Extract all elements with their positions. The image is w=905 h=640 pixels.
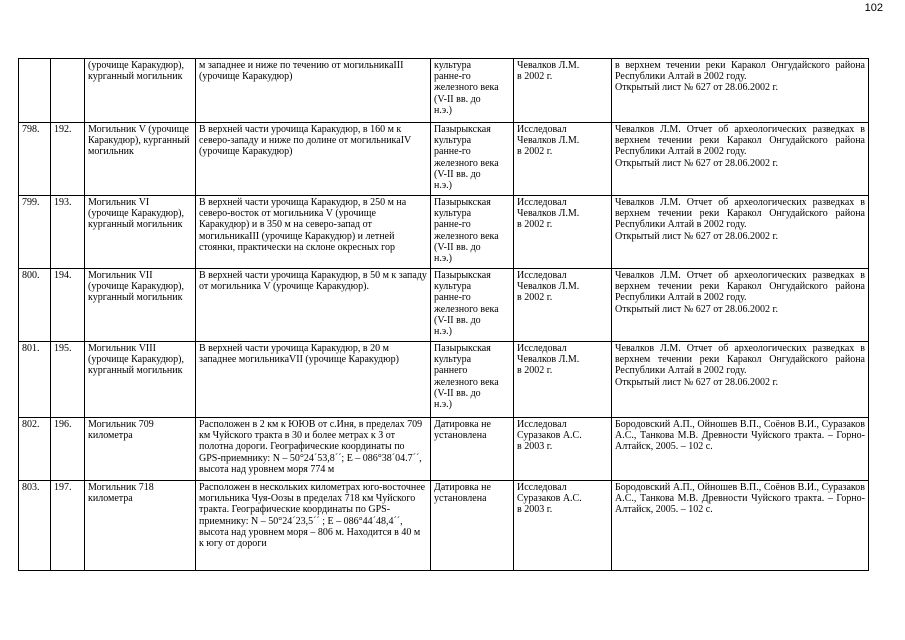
monument-researcher: Исследовал Чевалков Л.М. в 2002 г.	[514, 123, 612, 196]
monument-location: Расположен в 2 км к ЮЮВ от с.Иня, в пределах 709 км Чуйского тракта в 30 и более метрах к З от полотна дороги. Географические координаты по GPS-приемнику: N – 50°24´53,8´´; Е – 086°38´04.7´´, высота над уровнем моря 774 м	[196, 418, 431, 481]
row-local-number: 192.	[51, 123, 85, 196]
monument-researcher: Чевалков Л.М. в 2002 г.	[514, 59, 612, 123]
monument-name: (урочище Каракудюр), курганный могильник	[85, 59, 196, 123]
monument-source: Бородовский А.П., Ойношев В.П., Соёнов В.И., Суразаков А.С., Танкова М.В. Древности Чуйского тракта. – Горно-Алтайск, 2005. – 102 с.	[612, 418, 869, 481]
row-number: 799.	[19, 196, 51, 269]
row-number: 800.	[19, 269, 51, 342]
table-row	[19, 342, 869, 418]
monument-researcher: Исследовал Суразаков А.С. в 2003 г.	[514, 481, 612, 571]
monument-location: Расположен в нескольких километрах юго-восточнее могильника Чуя-Оозы в пределах 718 км Чуйского тракта. Географические координаты по GPS-приемнику: N – 50°24´23,5´´ ; Е – 086°44´48,4´´, высота над уровнем моря – 806 м. Находится в 40 м к югу от дороги	[196, 481, 431, 571]
monument-researcher: Исследовал Чевалков Л.М. в 2002 г.	[514, 342, 612, 418]
monument-researcher: Исследовал Чевалков Л.М. в 2002 г.	[514, 196, 612, 269]
row-number	[19, 59, 51, 123]
table-row	[19, 269, 869, 342]
monument-culture: Датировка не установлена	[431, 418, 514, 481]
monument-culture: Датировка не установлена	[431, 481, 514, 571]
table-row	[19, 481, 869, 571]
monument-researcher: Исследовал Чевалков Л.М. в 2002 г.	[514, 269, 612, 342]
row-number: 802.	[19, 418, 51, 481]
monument-culture: Пазырыкская культура ранне-го железного века (V-II вв. до н.э.)	[431, 123, 514, 196]
monument-location: м западнее и ниже по течению от могильникаIII (урочище Каракудюр)	[196, 59, 431, 123]
table-row	[19, 196, 869, 269]
monument-location: В верхней части урочища Каракудюр, в 20 м западнее могильникаVII (урочище Каракудюр)	[196, 342, 431, 418]
monument-name: Могильник VIII (урочище Каракудюр), курганный могильник	[85, 342, 196, 418]
monument-name: Могильник 709 километра	[85, 418, 196, 481]
monument-location: В верхней части урочища Каракудюр, в 160 м к северо-западу и ниже по долине от могильникаIV (урочище Каракудюр)	[196, 123, 431, 196]
monument-culture: культура ранне-го железного века (V-II вв. до н.э.)	[431, 59, 514, 123]
monument-source: Чевалков Л.М. Отчет об археологических разведках в верхнем течении реки Каракол Онгудайского района Республики Алтай в 2002 году. Открытый лист № 627 от 28.06.2002 г.	[612, 196, 869, 269]
monument-source: Бородовский А.П., Ойношев В.П., Соёнов В.И., Суразаков А.С., Танкова М.В. Древности Чуйского тракта. – Горно-Алтайск, 2005. – 102 с.	[612, 481, 869, 571]
monument-location: В верхней части урочища Каракудюр, в 50 м к западу от могильника V (урочище Каракудюр).	[196, 269, 431, 342]
row-local-number: 196.	[51, 418, 85, 481]
table-row	[19, 123, 869, 196]
monument-name: Могильник V (урочище Каракудюр), курганный могильник	[85, 123, 196, 196]
table-row	[19, 59, 869, 123]
monuments-table	[18, 58, 869, 571]
monument-source: Чевалков Л.М. Отчет об археологических разведках в верхнем течении реки Каракол Онгудайского района Республики Алтай в 2002 году. Открытый лист № 627 от 28.06.2002 г.	[612, 123, 869, 196]
page-number: 102	[864, 2, 883, 14]
monument-name: Могильник 718 километра	[85, 481, 196, 571]
monument-culture: Пазырыкская культура раннего железного века (V-II вв. до н.э.)	[431, 342, 514, 418]
monument-researcher: Исследовал Суразаков А.С. в 2003 г.	[514, 418, 612, 481]
row-local-number	[51, 59, 85, 123]
row-local-number: 194.	[51, 269, 85, 342]
monument-source: Чевалков Л.М. Отчет об археологических разведках в верхнем течении реки Каракол Онгудайского района Республики Алтай в 2002 году. Открытый лист № 627 от 28.06.2002 г.	[612, 269, 869, 342]
monument-culture: Пазырыкская культура ранне-го железного века (V-II вв. до н.э.)	[431, 269, 514, 342]
row-number: 803.	[19, 481, 51, 571]
row-local-number: 197.	[51, 481, 85, 571]
row-number: 798.	[19, 123, 51, 196]
monument-name: Могильник VII (урочище Каракудюр), курганный могильник	[85, 269, 196, 342]
monument-source: Чевалков Л.М. Отчет об археологических разведках в верхнем течении реки Каракол Онгудайского района Республики Алтай в 2002 году. Открытый лист № 627 от 28.06.2002 г.	[612, 342, 869, 418]
row-number: 801.	[19, 342, 51, 418]
monument-location: В верхней части урочища Каракудюр, в 250 м на северо-восток от могильника V (урочище Каракудюр) и в 350 м на северо-запад от могильникаIII (урочище Каракудюр) и летней стоянки, практически на склоне окресных гор	[196, 196, 431, 269]
monument-culture: Пазырыкская культура ранне-го железного века (V-II вв. до н.э.)	[431, 196, 514, 269]
table-row	[19, 418, 869, 481]
row-local-number: 195.	[51, 342, 85, 418]
row-local-number: 193.	[51, 196, 85, 269]
monument-source: в верхнем течении реки Каракол Онгудайского района Республики Алтай в 2002 году. Открытый лист № 627 от 28.06.2002 г.	[612, 59, 869, 123]
monument-name: Могильник VI (урочище Каракудюр), курганный могильник	[85, 196, 196, 269]
